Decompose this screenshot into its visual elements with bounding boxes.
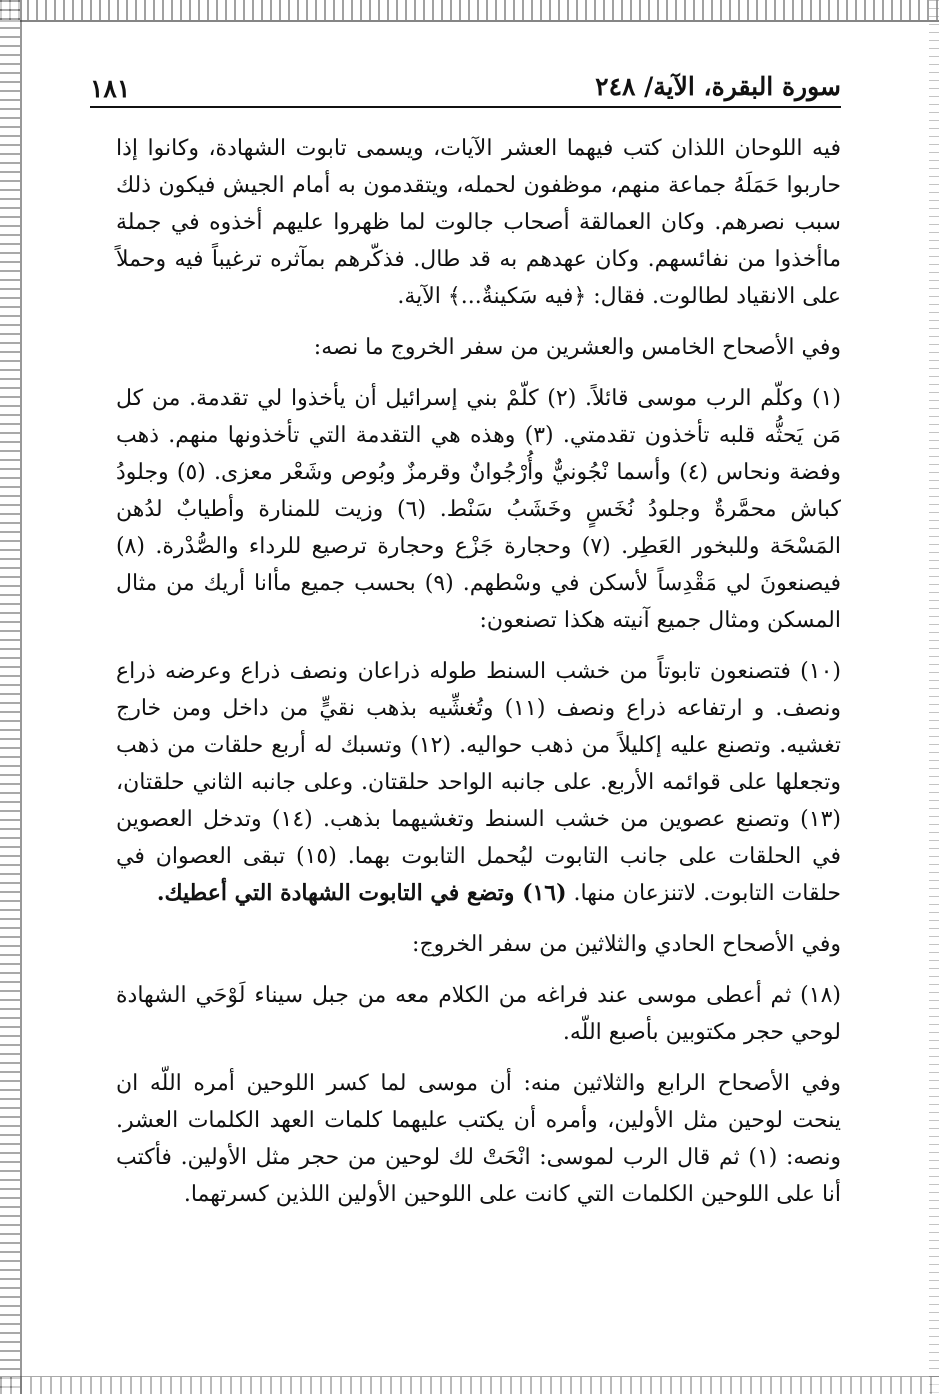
paragraph-6: (١٨) ثم أعطى موسى عند فراغه من الكلام معه من جبل سيناء لَوْحَي الشهادة لوحي حجر مكتوبين بأصبع اللّه.	[116, 983, 841, 1045]
header-title: سورة البقرة، الآية/ ٢٤٨	[595, 72, 841, 101]
decorative-border-right	[929, 0, 939, 1394]
paragraph-3: (١) وكلّم الرب موسى قائلاً. (٢) كلّمْ بني إسرائيل أن يأخذوا لي تقدمة. من كل مَن يَحثُّه قلبه تأخذون تقدمتي. (٣) وهذه هي التقدمة التي تأخذونها منهم. ذهب وفضة ونحاس (٤) وأسما نْجُونيٌّ وأُرْجُوانٌ وقرمزٌ وبُوص وشَعْر معزى. (٥) وجلودُ كباش محمَّرةٌ وجلودُ نُخَسٍ وخَشَبُ سَنْط. (٦) وزيت للمنارة وأطيابٌ لدُهن المَسْحَة وللبخور العَطِر. (٧) وحجارة جَزْع وحجارة ترصيع للرداء والصُّدْرة. (٨) فيصنعونَ لي مَقْدِساً لأسكن في وسْطهم. (٩) بحسب جميع مأانا أريك من مثال المسكن ومثال جميع آنيته هكذا تصنعون:	[116, 386, 842, 633]
page-header	[90, 58, 841, 108]
decorative-border-left	[0, 0, 22, 1394]
decorative-border-top	[0, 0, 939, 22]
decorative-border-bottom	[0, 1376, 939, 1394]
paragraph-4-bold-text: (١٦) وتضع في التابوت الشهادة التي أعطيك.	[156, 880, 567, 906]
paragraph-2: وفي الأصحاح الخامس والعشرين من سفر الخروج ما نصه:	[313, 335, 841, 360]
page-number: ١٨١	[90, 74, 131, 103]
paragraph-5: وفي الأصحاح الحادي والثلاثين من سفر الخروج:	[412, 932, 841, 957]
page-body	[116, 130, 841, 1334]
paragraph-1: فيه اللوحان اللذان كتب فيهما العشر الآيات، ويسمى تابوت الشهادة، وكانوا إذا حاربوا حَمَلَهُ جماعة منهم، موظفون لحمله، ويتقدمون به أمام الجيش فيكون ذلك سبب نصرهم. وكان العمالقة أصحاب جالوت لما ظهروا عليهم أخذوه في جملة ماأخذوا من نفائسهم. وكان عهدهم به قد طال. فذكّرهم بمآثره ترغيباً فيه وحملاً على الانقياد لطالوت. فقال: ﴿فيه سَكينةٌ...﴾ الآية.	[116, 136, 841, 309]
paragraph-4-text: (١٠) فتصنعون تابوتاً من خشب السنط طوله ذراعان ونصف ذراع وعرضه ذراع ونصف. و ارتفاعه ذراع ونصف (١١) وتُغشِّيه بذهب نقيٍّ من داخل ومن خارج تغشيه. وتصنع عليه إكليلاً من ذهب حواليه. (١٢) وتسبك له أربع حلقات من ذهب وتجعلها على قوائمه الأربع. على جانبه الواحد حلقتان. وعلى جانبه الثاني حلقتان، (١٣) وتصنع عصوين من خشب السنط وتغشيهما بذهب. (١٤) وتدخل العصوين في الحلقات على جانب التابوت ليُحمل التابوت بهما. (١٥) تبقى العصوان في حلقات التابوت. لاتنزعان منها.	[116, 659, 841, 906]
paragraph-4	[116, 653, 841, 912]
paragraph-7: وفي الأصحاح الرابع والثلاثين منه: أن موسى لما كسر اللوحين أمره اللّه ان ينحت لوحين مثل الأولين، وأمره أن يكتب عليهما كلمات العهد الكلمات العشر. ونصه: (١) ثم قال الرب لموسى: انْحَتْ لك لوحين من حجر مثل الأولين. فأكتب أنا على اللوحين الكلمات التي كانت على اللوحين الأولين اللذين كسرتهما.	[116, 1071, 842, 1207]
